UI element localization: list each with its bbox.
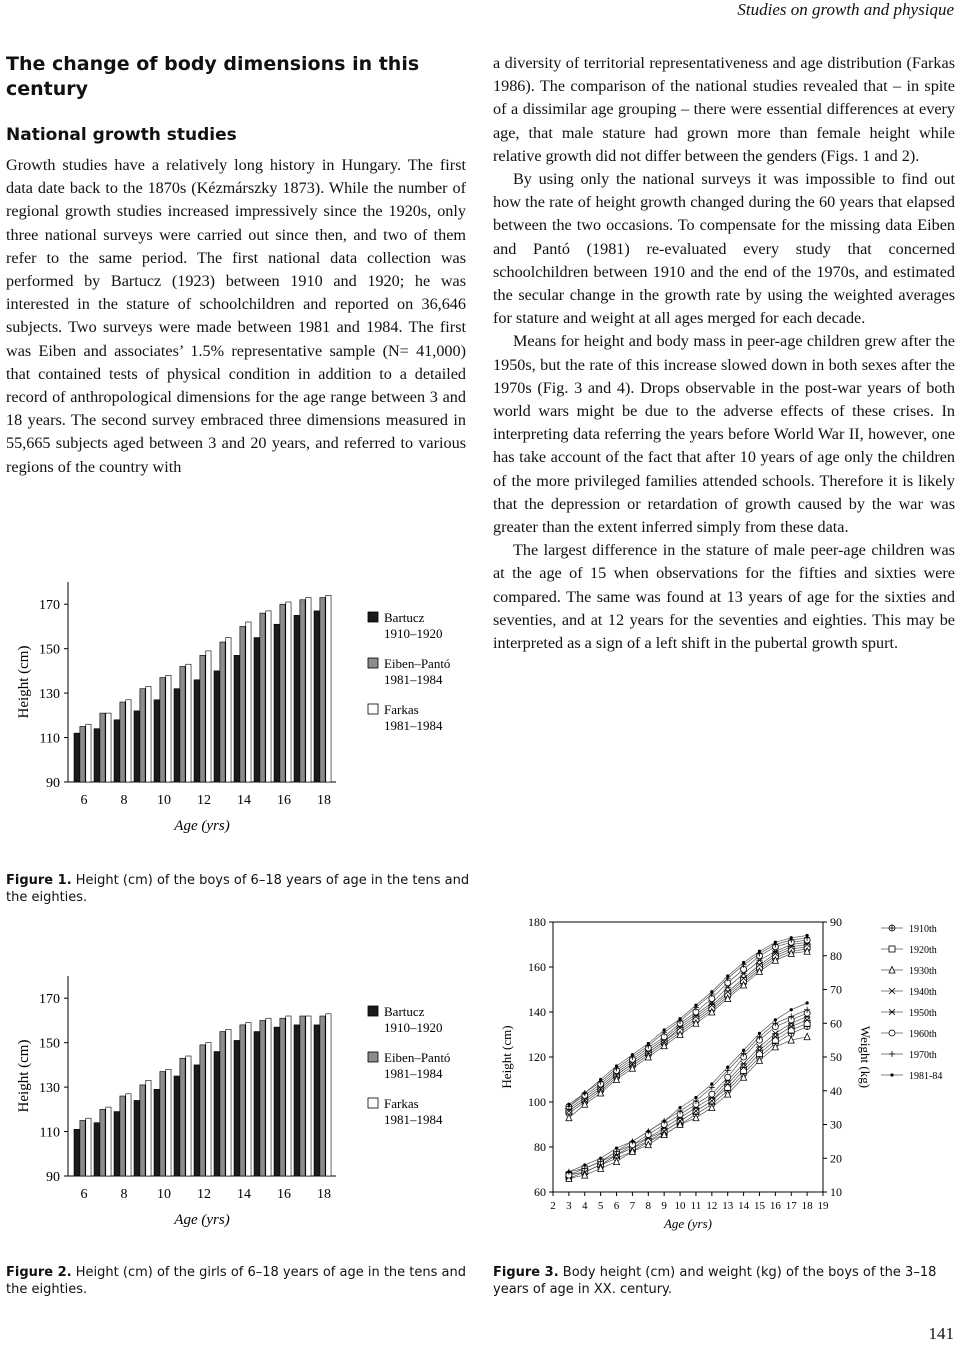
data-point <box>889 1009 895 1015</box>
data-point <box>710 990 713 993</box>
bar <box>294 615 299 782</box>
figure-3-caption <box>493 1264 955 1298</box>
bar <box>106 1107 111 1176</box>
bar <box>246 1023 251 1176</box>
bar <box>286 602 291 782</box>
figure-2 <box>6 966 476 1236</box>
paragraph: The largest difference in the stature of male peer-age children was at the age of 15 when observations for the fifties and sixties were compared. The same was found at 13 years of age for the sixties and seventies, and at 12 years for the seventies and eighties. This may be interpreted as a sign of a left shift in the pubertal growth spurt. <box>493 541 955 653</box>
bar <box>306 598 311 782</box>
y-tick-label: 150 <box>39 642 60 658</box>
bar <box>200 1045 205 1176</box>
x-tick-label: 6 <box>80 1187 88 1202</box>
bar <box>74 733 79 782</box>
x-tick-label: 12 <box>197 1187 211 1202</box>
bar <box>166 1069 171 1176</box>
x-tick-label: 11 <box>690 1200 702 1212</box>
x-tick-label: 15 <box>753 1200 765 1212</box>
x-tick-label: 6 <box>613 1200 620 1212</box>
bar <box>100 1109 105 1176</box>
bar <box>146 1080 151 1176</box>
bar <box>146 686 151 782</box>
data-point <box>772 1030 778 1036</box>
series-line-weight <box>569 1013 807 1175</box>
y-tick-label: 90 <box>46 776 60 791</box>
data-point <box>615 1064 618 1067</box>
bar <box>200 655 205 782</box>
paragraph: a diversity of territorial representativeness and age distribution (Farkas 1986). The comparison of the national studies revealed that – in spite of a dissimilar age grouping – there were essential differences at every age, that male stature had grown more than female height while relative growth did not differ between the genders (Figs. 1 and 2). <box>493 54 955 165</box>
legend-swatch <box>368 1006 378 1016</box>
y-axis-label: Height (cm) <box>499 1025 514 1089</box>
bar <box>280 604 285 782</box>
y2-tick-label: 60 <box>830 1016 842 1031</box>
bar <box>226 638 231 782</box>
bar <box>220 1032 225 1176</box>
figure-3 <box>493 908 955 1258</box>
series-line-height <box>569 945 807 1112</box>
bar <box>314 611 319 782</box>
y-axis-label: Height (cm) <box>16 1039 32 1113</box>
figure-1-caption <box>6 872 476 906</box>
legend-label: 1940th <box>909 987 937 998</box>
data-point <box>790 1008 793 1011</box>
x-tick-label: 14 <box>738 1200 750 1212</box>
data-point <box>726 1066 729 1069</box>
x-tick-label: 12 <box>197 793 211 808</box>
figure-1-chart <box>6 572 476 842</box>
bar <box>314 1025 319 1176</box>
legend-label: Eiben–Pantó <box>384 656 451 671</box>
data-point <box>742 961 745 964</box>
data-point <box>599 1157 602 1160</box>
bar <box>254 638 259 782</box>
x-tick-label: 12 <box>706 1200 718 1212</box>
y2-tick-label: 90 <box>830 915 842 929</box>
data-point <box>567 1170 570 1173</box>
bar <box>186 664 191 782</box>
data-point <box>710 1082 713 1085</box>
bar <box>80 1120 85 1176</box>
y-tick-label: 60 <box>534 1185 546 1199</box>
legend-label: Bartucz <box>384 1004 425 1019</box>
bar <box>286 1016 291 1176</box>
data-point <box>758 950 761 953</box>
y2-tick-label: 80 <box>830 948 842 963</box>
page-number: 141 <box>928 1324 954 1343</box>
legend-label: 1920th <box>909 945 937 956</box>
bar <box>134 711 139 782</box>
series-line-height <box>569 949 807 1113</box>
data-point <box>694 1004 697 1007</box>
bar <box>194 1065 199 1176</box>
legend-label: 1910–1920 <box>384 626 443 641</box>
data-point <box>663 1028 666 1031</box>
x-tick-label: 13 <box>722 1200 734 1212</box>
y2-tick-label: 30 <box>830 1117 842 1132</box>
data-point <box>694 1096 697 1099</box>
legend-swatch <box>368 1098 378 1108</box>
legend-label: 1981–1984 <box>384 1112 443 1127</box>
bar <box>174 1076 179 1176</box>
series-line-weight <box>569 1037 807 1179</box>
legend-label: 1910th <box>909 924 937 935</box>
bar <box>326 595 331 782</box>
bar <box>274 1027 279 1176</box>
data-point <box>678 1106 681 1109</box>
x-tick-label: 16 <box>277 793 291 808</box>
left-column <box>6 52 466 479</box>
data-point <box>804 1033 810 1040</box>
caption-text: Height (cm) of the girls of 6–18 years of age in the tens and the eighties. <box>6 1265 466 1297</box>
bar <box>100 713 105 782</box>
right-column <box>493 52 955 655</box>
x-tick-label: 16 <box>277 1187 291 1202</box>
y-tick-label: 110 <box>39 731 60 747</box>
subsection-title: National growth studies <box>6 125 237 145</box>
legend-label: Eiben–Pantó <box>384 1050 451 1065</box>
legend-label: 1950th <box>909 1008 937 1019</box>
legend-label: 1930th <box>909 966 937 977</box>
y-tick-label: 140 <box>528 1005 546 1019</box>
legend-label: 1910–1920 <box>384 1020 443 1035</box>
x-axis-label: Age (yrs) <box>663 1216 713 1231</box>
x-tick-label: 6 <box>80 793 88 808</box>
bar <box>160 1072 165 1176</box>
legend-label: Bartucz <box>384 610 425 625</box>
y-tick-label: 100 <box>528 1095 546 1109</box>
x-tick-label: 8 <box>645 1200 652 1212</box>
x-tick-label: 9 <box>661 1200 667 1212</box>
x-tick-label: 14 <box>237 1187 251 1202</box>
x-tick-label: 10 <box>674 1200 686 1212</box>
bar <box>80 726 85 782</box>
data-point <box>583 1163 586 1166</box>
legend-label: 1981–1984 <box>384 1066 443 1081</box>
bar <box>220 642 225 782</box>
bar <box>126 700 131 782</box>
bar <box>180 1058 185 1176</box>
bar <box>246 622 251 782</box>
y2-axis-label: Weight (kg) <box>858 1025 873 1089</box>
x-tick-label: 10 <box>157 1187 171 1202</box>
bar <box>154 700 159 782</box>
data-point <box>756 1051 762 1057</box>
data-point <box>726 974 729 977</box>
x-tick-label: 17 <box>785 1200 797 1212</box>
data-point <box>890 1073 893 1076</box>
bar <box>106 713 111 782</box>
data-point <box>889 1030 895 1036</box>
data-point <box>599 1078 602 1081</box>
bar <box>86 724 91 782</box>
x-axis-label: Age (yrs) <box>174 1212 230 1228</box>
x-tick-label: 4 <box>582 1200 588 1212</box>
y-tick-label: 170 <box>39 992 60 1008</box>
y-tick-label: 130 <box>39 687 60 703</box>
paragraph: Growth studies have a relatively long history in Hungary. The first data date back to the 1870s (Kézmárszky 1873). While the number of regional growth studies increased impressively since the 1920s, only three national surveys were carried out since then, and two of them refer to the same period. The first national data collection was performed by Bartucz (1923) between 1910 and 1920; he was interested in the stature of schoolchildren and reported on 36,646 subjects. Two surveys were made between 1981 and 1984. The first was Eiben and associates’ 1.5% representative sample (N= 41,000) that contained tests of physical condition in addition to a detailed record of anthropological dimensions for the age range between 3 and 18 years. The second survey embraced three dimensions measured in 55,665 subjects aged between 3 and 20 years, and referred to various regions of the country with <box>6 156 466 476</box>
legend-label: 1960th <box>909 1029 937 1040</box>
bar <box>120 702 125 782</box>
figure-1 <box>6 572 476 842</box>
bar <box>140 1085 145 1176</box>
data-point <box>567 1103 570 1106</box>
y-tick-label: 150 <box>39 1036 60 1052</box>
bar <box>306 1016 311 1176</box>
data-point <box>725 1074 731 1080</box>
y-axis-label: Height (cm) <box>16 645 32 719</box>
bar <box>126 1094 131 1176</box>
legend-swatch <box>368 704 378 714</box>
section-title: The change of body dimensions in this century <box>6 53 420 100</box>
data-point <box>678 1017 681 1020</box>
legend-label: Farkas <box>384 702 419 717</box>
y-tick-label: 160 <box>528 960 546 974</box>
y-tick-label: 90 <box>46 1170 60 1185</box>
paragraph: By using only the national surveys it was impossible to find out how the rate of height growth changed during the 60 years that elapsed between the two occasions. To compensate for the missing data Eiben and Pantó (1981) re-evaluated every study that concerned schoolchildren between 1910 and the end of the 1970s, and estimated the secular change in the growth rate by using the weighted averages for stature and weight at all ages merged for each decade. <box>493 170 955 328</box>
bar <box>114 1112 119 1176</box>
bar <box>226 1029 231 1176</box>
data-point <box>758 1032 761 1035</box>
y-tick-label: 130 <box>39 1081 60 1097</box>
x-tick-label: 18 <box>801 1200 813 1212</box>
data-point <box>615 1147 618 1150</box>
plot-frame <box>553 922 823 1192</box>
y-tick-label: 180 <box>528 915 546 929</box>
bar <box>86 1118 91 1176</box>
y2-tick-label: 40 <box>830 1083 842 1098</box>
data-point <box>806 1001 809 1004</box>
paragraph: Means for height and body mass in peer-age children grew after the 1950s, but the rate of this increase slowed down in both sexes after the 1970s (Fig. 3 and 4). Drops observable in the post-war years of both world wars might be due to the adverse effects of these crises. In interpreting data referring the years before World War II, however, one has take account of the fact that after 10 years of age only the children of the more privileged families attended schools. Therefore it is likely that the depression or retardation of growth caused by the war was greater than the extent inferred simply from these data. <box>493 332 955 537</box>
bar <box>180 666 185 782</box>
bar <box>294 1025 299 1176</box>
data-point <box>647 1042 650 1045</box>
x-tick-label: 10 <box>157 793 171 808</box>
legend-label: 1970th <box>909 1050 937 1061</box>
bar <box>206 651 211 782</box>
bar <box>254 1032 259 1176</box>
caption-text: Body height (cm) and weight (kg) of the boys of the 3–18 years of age in XX. century. <box>493 1265 937 1297</box>
legend-swatch <box>368 658 378 668</box>
y-tick-label: 120 <box>528 1050 546 1064</box>
x-axis-label: Age (yrs) <box>174 818 230 834</box>
data-point <box>663 1120 666 1123</box>
y-tick-label: 110 <box>39 1125 60 1141</box>
series-line-height <box>569 942 807 1109</box>
data-point <box>631 1140 634 1143</box>
bar <box>234 1040 239 1176</box>
caption-label: Figure 1. <box>6 873 72 888</box>
bar <box>266 611 271 782</box>
y2-tick-label: 20 <box>830 1151 842 1166</box>
bar <box>206 1043 211 1176</box>
x-tick-label: 8 <box>120 793 128 808</box>
x-tick-label: 18 <box>317 1187 331 1202</box>
x-tick-label: 19 <box>817 1200 829 1212</box>
x-tick-label: 7 <box>629 1200 636 1212</box>
series-line-weight <box>569 1023 807 1175</box>
bar <box>240 626 245 782</box>
figure-2-chart <box>6 966 476 1236</box>
bar <box>280 1018 285 1176</box>
bar <box>326 1014 331 1176</box>
bar <box>160 678 165 782</box>
bar <box>94 1123 99 1176</box>
bar <box>320 598 325 782</box>
data-point <box>772 1037 778 1043</box>
bar <box>260 613 265 782</box>
bar <box>300 1016 305 1176</box>
y-tick-label: 80 <box>534 1140 546 1154</box>
figure-3-chart <box>493 908 955 1258</box>
data-point <box>709 1091 715 1097</box>
bar <box>194 680 199 782</box>
bar <box>274 624 279 782</box>
series-line-weight <box>569 1010 807 1172</box>
legend-label: 1981–1984 <box>384 718 443 733</box>
bar <box>114 720 119 782</box>
caption-text: Height (cm) of the boys of 6–18 years of age in the tens and the eighties. <box>6 873 470 905</box>
data-point <box>774 941 777 944</box>
data-point <box>889 946 895 952</box>
x-tick-label: 2 <box>550 1200 556 1212</box>
bar <box>214 671 219 782</box>
data-point <box>741 1061 747 1067</box>
bar <box>154 1089 159 1176</box>
figure-2-caption <box>6 1264 476 1298</box>
x-tick-label: 5 <box>597 1200 604 1212</box>
data-point <box>631 1053 634 1056</box>
data-point <box>790 936 793 939</box>
data-point <box>647 1130 650 1133</box>
x-tick-label: 14 <box>237 793 251 808</box>
data-point <box>583 1091 586 1094</box>
caption-label: Figure 2. <box>6 1265 72 1280</box>
bar <box>240 1025 245 1176</box>
y2-tick-label: 70 <box>830 982 842 997</box>
x-tick-label: 3 <box>566 1200 572 1212</box>
y2-tick-label: 50 <box>830 1050 842 1064</box>
bar <box>140 689 145 782</box>
bar <box>266 1018 271 1176</box>
bar <box>234 655 239 782</box>
bar <box>120 1096 125 1176</box>
bar <box>166 675 171 782</box>
bar <box>186 1056 191 1176</box>
bar <box>94 729 99 782</box>
running-head: Studies on growth and physique <box>737 0 954 19</box>
data-point <box>774 1018 777 1021</box>
legend-label: Farkas <box>384 1096 419 1111</box>
y2-tick-label: 10 <box>830 1185 842 1199</box>
bar <box>300 600 305 782</box>
data-point <box>741 1068 747 1074</box>
bar <box>214 1052 219 1176</box>
x-tick-label: 8 <box>120 1187 128 1202</box>
bar <box>174 689 179 782</box>
legend-label: 1981-84 <box>909 1071 943 1082</box>
caption-label: Figure 3. <box>493 1265 559 1280</box>
legend-swatch <box>368 612 378 622</box>
data-point <box>725 1084 731 1090</box>
data-point <box>806 934 809 937</box>
x-tick-label: 16 <box>769 1200 781 1212</box>
y-tick-label: 170 <box>39 598 60 614</box>
data-point <box>889 1051 895 1057</box>
bar <box>134 1100 139 1176</box>
bar <box>320 1016 325 1176</box>
legend-label: 1981–1984 <box>384 672 443 687</box>
bar <box>260 1020 265 1176</box>
bar <box>74 1129 79 1176</box>
data-point <box>742 1049 745 1052</box>
x-tick-label: 18 <box>317 793 331 808</box>
series-line-height <box>569 951 807 1118</box>
data-point <box>756 1044 762 1050</box>
legend-swatch <box>368 1052 378 1062</box>
